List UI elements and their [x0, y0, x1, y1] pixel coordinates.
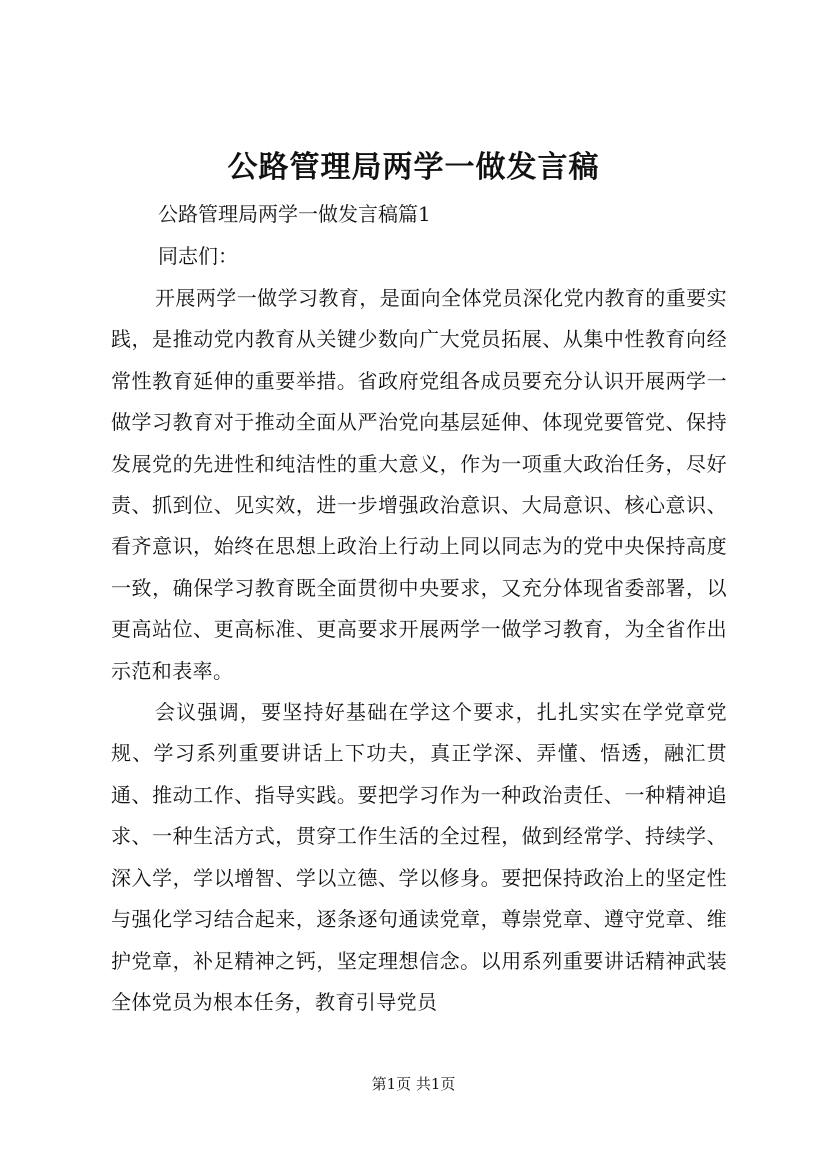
document-subtitle: 公路管理局两学一做发言稿篇1 [158, 202, 431, 226]
paragraph-1: 开展两学一做学习教育，是面向全体党员深化党内教育的重要实践，是推动党内教育从关键少数向广大党员拓展、从集中性教育向经常性教育延伸的重要举措。省政府党组各成员要充分认识开展两学一做学习教育对于推动全面从严治党向基层延伸、体现党要管党、保持发展党的先进性和纯洁性的重大意义，作为一项重大政治任务，尽好责、抓到位、见实效，进一步增强政治意识、大局意识、核心意识、看齐意识，始终在思想上政治上行动上同以同志为的党中央保持高度一致，确保学习教育既全面贯彻中央要求，又充分体现省委部署，以更高站位、更高标准、更高要求开展两学一做学习教育，为全省作出示范和表率。 [111, 286, 727, 683]
paragraph-2: 会议强调，要坚持好基础在学这个要求，扎扎实实在学党章党规、学习系列重要讲话上下功夫，真正学深、弄懂、悟透，融汇贯通、推动工作、指导实践。要把学习作为一种政治责任、一种精神追求、一种生活方式，贯穿工作生活的全过程，做到经常学、持续学、深入学，学以增智、学以立德、学以修身。要把保持政治上的坚定性与强化学习结合起来，逐条逐句通读党章，尊崇党章、遵守党章、维护党章，补足精神之钙，坚定理想信念。以用系列重要讲话精神武装全体党员为根本任务，教育引导党员 [111, 700, 727, 1014]
page-footer: 第1页 共1页 [371, 1075, 456, 1093]
salutation: 同志们： [158, 244, 238, 268]
body-text [111, 278, 727, 1023]
document-title: 公路管理局两学一做发言稿 [227, 150, 600, 185]
